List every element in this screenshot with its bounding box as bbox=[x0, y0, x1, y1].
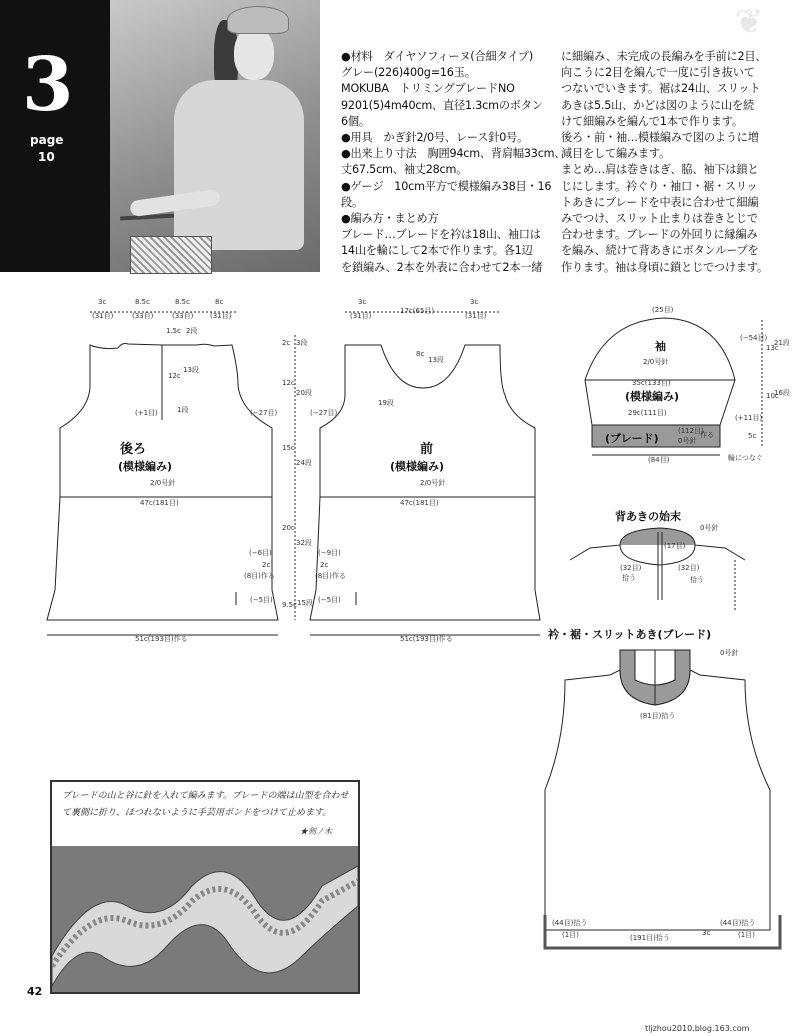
trim-title: 衿・裾・スリットあき(ブレード) bbox=[548, 628, 712, 641]
side-top-rows: 3段 bbox=[296, 339, 308, 347]
front-slit-side: 2c bbox=[320, 561, 329, 569]
sleeve-title: 袖 bbox=[655, 340, 666, 353]
front-neck-rows: 13段 bbox=[428, 356, 444, 364]
sleeve-lower-height: 10c bbox=[766, 392, 779, 400]
back-opening-left-note: 拾う bbox=[622, 574, 636, 582]
back-slit-length: 12c bbox=[168, 372, 181, 380]
back-opening-right-note: 拾う bbox=[690, 576, 704, 584]
trim-hem: (191目)拾う bbox=[630, 934, 670, 942]
materials-text-col1: ●材料 ダイヤソフィーヌ(合細タイプ) グレー(226)400g=16玉。 MOKUBA トリミングブレードNO 9201(5)4m40cm、直径1.3cmのボタン 6個。 ●用具 かぎ針2/0号、レース針0号。 ●出来上り寸法 胸囲94cm、背肩幅33cm、 丈67.5cm、袖丈28cm。 ●ゲージ 10cm平方で模様編み38目・16 段。 ●編み方・まとめ方 ブレード…ブレードを衿は18山、袖口は 14山を輪にして2本で作ります。各1辺 を鎖編み、2本を外表に合わせて2本一緒 bbox=[341, 50, 566, 274]
page-word: page bbox=[30, 133, 64, 147]
front-side-dec2: (−5目) bbox=[318, 596, 341, 604]
front-top-dim-2: 17c(65目) bbox=[400, 307, 435, 315]
back-opening-collar-st: (17目) bbox=[664, 542, 686, 550]
sleeve-needle: 2/0号針 bbox=[643, 358, 669, 366]
side-shoulder: 12c bbox=[282, 379, 295, 387]
side-mid-rows: 24段 bbox=[296, 459, 312, 467]
front-stitch: (模様編み) bbox=[390, 460, 445, 473]
back-slit-rows: 13段 bbox=[183, 366, 199, 374]
back-top-dim-2: 8.5c bbox=[135, 298, 150, 306]
trim-collar-st: (81目)拾う bbox=[640, 712, 676, 720]
sleeve-cap: 35c(133目) bbox=[632, 379, 671, 387]
side-mid: 15c bbox=[282, 444, 295, 452]
sleeve-dec: (−54目) bbox=[740, 334, 768, 342]
back-piece-diagram bbox=[47, 312, 278, 635]
handwritten-note bbox=[50, 780, 360, 994]
sleeve-bottom: (84目) bbox=[648, 456, 670, 464]
front-side-dec: (−9目) bbox=[318, 549, 341, 557]
front-top-dim-3: 3c bbox=[470, 298, 479, 306]
side-low: 20c bbox=[282, 524, 295, 532]
back-side-dec: (−6目) bbox=[249, 549, 272, 557]
side-shoulder-rows: 20段 bbox=[296, 389, 312, 397]
back-top-st-4: (31目) bbox=[210, 312, 232, 320]
trim-slit-left2: (1目) bbox=[562, 931, 579, 939]
front-armhole-dec: (−27目) bbox=[310, 409, 338, 417]
front-width: 47c(181目) bbox=[400, 499, 439, 507]
instructions-text-col2: に細編み、未完成の長編みを手前に2目、 向こうに2目を編んで一度に引き抜いて つないでいきます。裾は24山、スリット あきは5.5山、かどは図のように山を続 けて細編みを編んで1本で作ります。 後ろ・前・袖…模様編みで図のように増 減目をして編みます。 まとめ…肩は巻きはぎ、脇、袖下は鎖と じにします。衿ぐり・袖口・裾・スリッ トあきにブレードを中表に合わせて細編 みでつけ、スリット止まりは巻きとじで 合わせます。ブレードの外回りに縁編み を編み、続けて背あきにボタンループを 作ります。袖は身頃に鎖とじでつけます。 bbox=[561, 50, 768, 274]
front-inner-rows: 19段 bbox=[378, 399, 394, 407]
back-neck-depth: 1.5c bbox=[166, 327, 181, 335]
side-top: 2c bbox=[282, 339, 291, 347]
back-stitch: (模様編み) bbox=[118, 460, 173, 473]
sleeve-top: (25目) bbox=[652, 306, 674, 314]
front-hem: 51c(193目)作る bbox=[400, 635, 453, 643]
front-needle: 2/0号針 bbox=[420, 479, 446, 487]
back-opening-needle: 0号針 bbox=[700, 524, 719, 532]
back-opening-title: 背あきの始末 bbox=[615, 510, 681, 523]
sleeve-cap-rows: 21段 bbox=[774, 339, 790, 347]
sleeve-stitch: (模様編み) bbox=[625, 390, 680, 403]
back-side-dec2: (−5目) bbox=[250, 596, 273, 604]
bird-watermark-icon: ❦ bbox=[735, 2, 764, 42]
trim-diagram bbox=[545, 650, 780, 948]
pattern-number: 3 bbox=[22, 42, 74, 128]
front-slit-side-st: (8目)作る bbox=[315, 572, 346, 580]
sleeve-braid: (ブレード) bbox=[605, 432, 659, 445]
back-opening-diagram bbox=[570, 528, 745, 610]
back-armhole-dec: (−27目) bbox=[250, 409, 278, 417]
page-number: 42 bbox=[27, 985, 43, 998]
sleeve-cuff-needle: 0号針 bbox=[678, 437, 697, 445]
braid-photo bbox=[52, 846, 358, 994]
back-inc-rows: 1段 bbox=[177, 406, 189, 414]
trim-corner: 3c bbox=[702, 929, 711, 937]
trim-slit-right: (44目)拾う bbox=[720, 919, 756, 927]
sleeve-inc: (+11目) bbox=[735, 414, 763, 422]
trim-needle: 0号針 bbox=[720, 649, 739, 657]
front-top-dim-1: 3c bbox=[358, 298, 367, 306]
sleeve-start-label: 作る bbox=[700, 431, 714, 439]
back-top-st-3: (33目) bbox=[172, 312, 194, 320]
sleeve-lower-rows: 16段 bbox=[774, 389, 790, 397]
back-top-dim-1: 3c bbox=[98, 298, 107, 306]
sleeve-cuff-height: 5c bbox=[748, 432, 757, 440]
back-hem: 51c(193目)作る bbox=[135, 635, 188, 643]
back-slit-side-st: (8目)作る bbox=[244, 572, 275, 580]
handwritten-text: ブレードの山と谷に針を入れて編みます。ブレードの端は山型を合わせて裏側に折り、ほつれないように手芸用ボンドをつけて止めます。 bbox=[62, 791, 349, 818]
front-title: 前 bbox=[420, 442, 434, 457]
trim-slit-right2: (1目) bbox=[738, 931, 755, 939]
sleeve-cuff-start: (112目) bbox=[678, 427, 704, 435]
sleeve-cuff: 29c(111目) bbox=[628, 409, 667, 417]
source-url: tljzhou2010.blog.163.com bbox=[645, 1024, 750, 1033]
back-top-st-1: (31目) bbox=[92, 312, 114, 320]
trim-slit-left: (44目)拾う bbox=[552, 919, 588, 927]
ric-rac-braid-icon bbox=[52, 846, 358, 994]
sleeve-cap-height: 13c bbox=[766, 344, 779, 352]
back-width: 47c(181目) bbox=[140, 499, 179, 507]
back-neck-rows: 2段 bbox=[186, 327, 198, 335]
back-opening-left-st: (32目) bbox=[620, 564, 642, 572]
front-neck-depth: 8c bbox=[416, 350, 425, 358]
back-title: 後ろ bbox=[120, 442, 147, 457]
sleeve-ring-note: 輪につなぐ bbox=[728, 454, 763, 462]
front-piece-diagram bbox=[295, 312, 540, 635]
page-reference: 10 bbox=[38, 150, 55, 164]
front-top-st-2: (31目) bbox=[465, 312, 487, 320]
side-low-rows: 32段 bbox=[296, 539, 312, 547]
side-hem-rows: 15段 bbox=[297, 599, 313, 607]
back-top-st-2: (33目) bbox=[132, 312, 154, 320]
front-top-st-1: (31目) bbox=[350, 312, 372, 320]
back-top-dim-3: 8.5c bbox=[175, 298, 190, 306]
handwritten-credit: ★剣ノ木 bbox=[300, 827, 332, 836]
back-needle: 2/0号針 bbox=[150, 479, 176, 487]
side-hem: 9.5c bbox=[282, 601, 297, 609]
back-slit-side: 2c bbox=[262, 561, 271, 569]
back-top-dim-4: 8c bbox=[215, 298, 224, 306]
back-opening-right-st: (32目) bbox=[678, 564, 700, 572]
back-inc: (+1目) bbox=[135, 409, 158, 417]
